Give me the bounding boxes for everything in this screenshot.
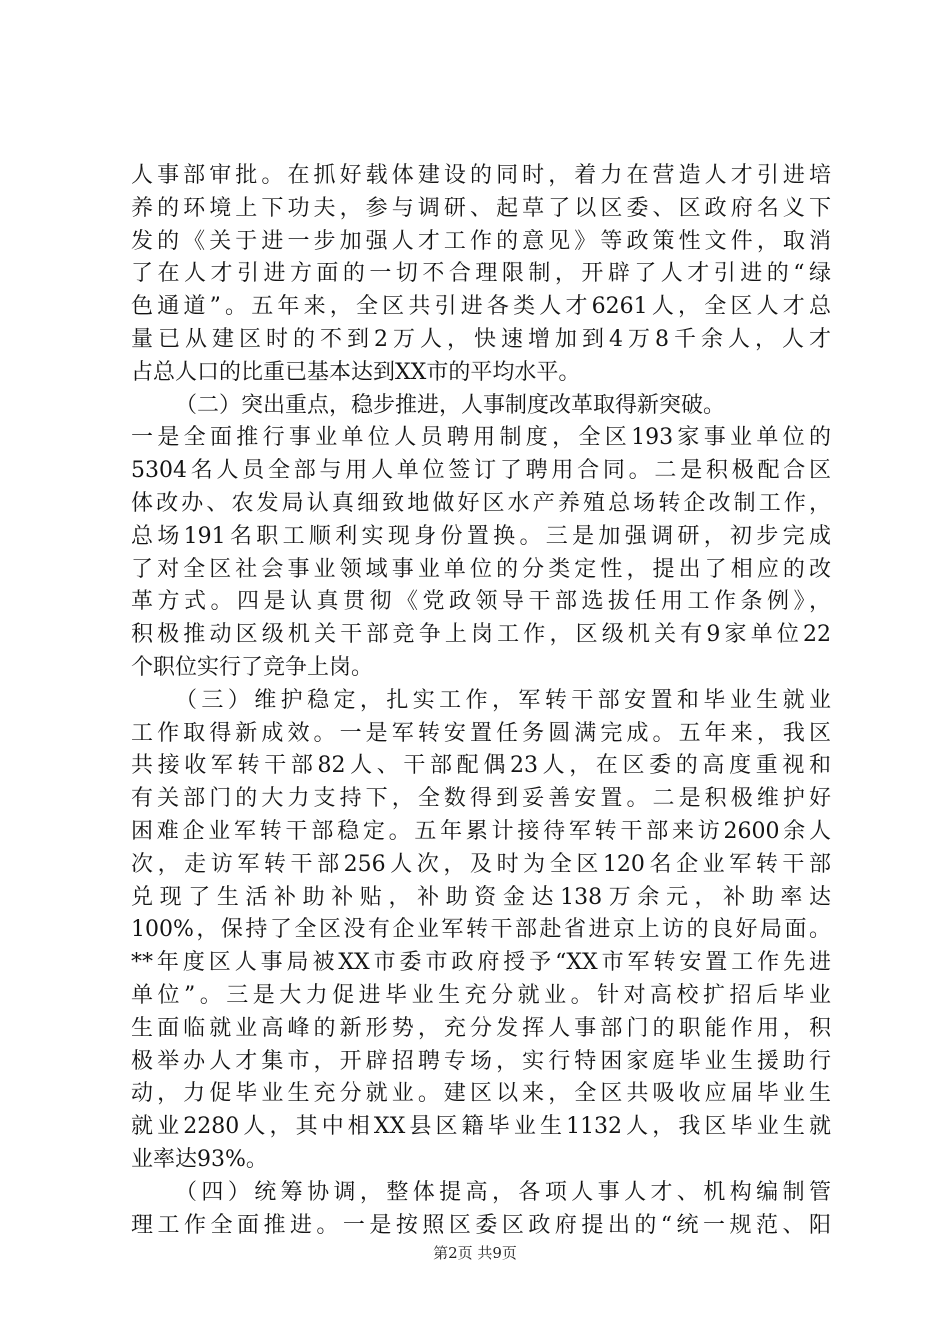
text-line: 100%，保持了全区没有企业军转干部赴省进京上访的良好局面。 xyxy=(131,917,831,943)
text-line: 共接收军转干部82人、干部配偶23人，在区委的高度重视和 xyxy=(131,753,831,779)
document-body xyxy=(131,160,831,1242)
text-line: 人事部审批。在抓好载体建设的同时，着力在营造人才引进培 xyxy=(131,163,831,188)
text-line: 发的《关于进一步加强人才工作的意见》等政策性文件，取消 xyxy=(131,228,831,254)
text-line: 色通道”。五年来，全区共引进各类人才6261人，全区人才总 xyxy=(131,294,831,320)
section-heading-line: （三）维护稳定，扎实工作，军转干部安置和毕业生就业 xyxy=(175,687,831,713)
page-number-label: 第2页 共9页 xyxy=(433,1244,517,1262)
text-line: 个职位实行了竞争上岗。 xyxy=(131,654,374,680)
text-line: 极举办人才集市，开辟招聘专场，实行特困家庭毕业生援助行 xyxy=(131,1048,831,1074)
text-line: 工作取得新成效。一是军转安置任务圆满完成。五年来，我区 xyxy=(131,720,831,746)
text-line: 生面临就业高峰的新形势，充分发挥人事部门的职能作用，积 xyxy=(131,1015,831,1041)
text-line: 总场191名职工顺利实现身份置换。三是加强调研，初步完成 xyxy=(131,523,831,549)
text-line: 困难企业军转干部稳定。五年累计接待军转干部来访2600余人 xyxy=(131,818,831,844)
text-line: 次，走访军转干部256人次，及时为全区120名企业军转干部 xyxy=(131,851,831,877)
text-line: 革方式。四是认真贯彻《党政领导干部选拔任用工作条例》， xyxy=(131,589,831,615)
text-line: 5304名人员全部与用人单位签订了聘用合同。二是积极配合区 xyxy=(131,458,831,484)
text-line: 兑现了生活补助补贴，补助资金达138万余元，补助率达 xyxy=(131,884,831,910)
text-line: 积极推动区级机关干部竞争上岗工作，区级机关有9家单位22 xyxy=(131,622,831,648)
page-footer xyxy=(0,1242,950,1263)
text-line: 就业2280人，其中相XX县区籍毕业生1132人，我区毕业生就 xyxy=(131,1114,831,1140)
text-line: 体改办、农发局认真细致地做好区水产养殖总场转企改制工作， xyxy=(131,490,831,516)
text-line: 有关部门的大力支持下，全数得到妥善安置。二是积极维护好 xyxy=(131,786,831,812)
section-heading-line: （四）统筹协调，整体提高，各项人事人才、机构编制管 xyxy=(175,1179,831,1205)
text-line: 量已从建区时的不到2万人，快速增加到4万8千余人，人才 xyxy=(131,326,831,352)
text-line: 业率达93%。 xyxy=(131,1146,268,1172)
text-line: 一是全面推行事业单位人员聘用制度，全区193家事业单位的 xyxy=(131,425,831,451)
text-line: 单位”。三是大力促进毕业生充分就业。针对高校扩招后毕业 xyxy=(131,982,831,1008)
text-line: 养的环境上下功夫，参与调研、起草了以区委、区政府名义下 xyxy=(131,195,831,221)
text-line: 动，力促毕业生充分就业。建区以来，全区共吸收应届毕业生 xyxy=(131,1081,831,1107)
text-line: **年度区人事局被XX市委市政府授予“XX市军转安置工作先进 xyxy=(131,950,831,976)
section-heading-line: （二）突出重点，稳步推进，人事制度改革取得新突破。 xyxy=(175,392,726,418)
text-line: 理工作全面推进。一是按照区委区政府提出的“统一规范、阳 xyxy=(131,1212,831,1238)
text-line: 了对全区社会事业领域事业单位的分类定性，提出了相应的改 xyxy=(131,556,831,582)
text-line: 占总人口的比重已基本达到XX市的平均水平。 xyxy=(131,359,581,385)
text-line: 了在人才引进方面的一切不合理限制，开辟了人才引进的“绿 xyxy=(131,261,831,287)
